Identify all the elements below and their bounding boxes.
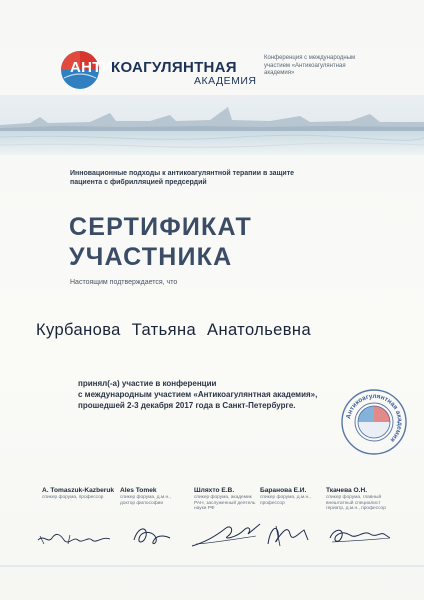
participant-name: Курбанова Татьяна Анатольевна: [36, 321, 312, 339]
statement-line-1: принял(-а) участие в конференции: [78, 379, 217, 388]
city-skyline-illustration: [0, 95, 424, 155]
signature-5-image: [320, 516, 404, 552]
signatory-name: Ales Tomek: [120, 487, 157, 494]
participation-statement: [78, 378, 348, 411]
signatory-role: спикер форума, профессор: [42, 495, 104, 500]
signatory-role: спикер форума, главный внештатный специалист гериатр, д.м.н., профессор: [326, 495, 386, 512]
signatory-5: [326, 487, 410, 512]
signatory-2: [120, 487, 204, 506]
signatory-1: [42, 487, 126, 501]
signatory-name: Ткачева О.Н.: [326, 487, 368, 494]
conference-note: Конференция с международным участием «Антикоагулянтная академия»: [264, 55, 356, 76]
signatory-role: спикер форума, д.м.н., доктор философии: [120, 495, 171, 506]
signatory-name: A. Tomaszuk-Kazberuk: [42, 487, 115, 494]
signatory-role: спикер форума, д.м.н., профессор: [260, 495, 311, 506]
statement-line-3: прошедшей 2-3 декабря 2017 года в Санкт-Петербурге.: [78, 401, 296, 410]
signatory-role: спикер форума, академик РАН, заслуженный деятель науки РФ: [194, 495, 256, 512]
academy-logo: [60, 50, 400, 90]
confirmation-text: Настоящим подтверждается, что: [70, 279, 178, 286]
bottom-divider: [0, 565, 424, 567]
logo-text-main: КОАГУЛЯНТНАЯ: [111, 59, 237, 76]
academy-stamp: [340, 388, 408, 456]
logo-text-anti: АНТИ: [70, 59, 113, 76]
certificate-title: СЕРТИФИКАТ: [69, 213, 252, 241]
conference-topic: Инновационные подходы к антикоагулянтной терапии в защите пациента с фибрилляцией предсердий: [70, 170, 295, 186]
stamp-ring-text: Антикоагулянтная академия: [345, 392, 404, 444]
certificate-subtitle: УЧАСТНИКА: [69, 243, 233, 271]
logo-text-academy: АКАДЕМИЯ: [194, 75, 257, 87]
signatory-name: Шляхто Е.В.: [194, 487, 235, 494]
signatory-name: Баранова Е.И.: [260, 487, 307, 494]
signature-1-image: [34, 516, 118, 552]
statement-line-2: с международным участием «Антикоагулянтная академия»,: [78, 390, 318, 399]
